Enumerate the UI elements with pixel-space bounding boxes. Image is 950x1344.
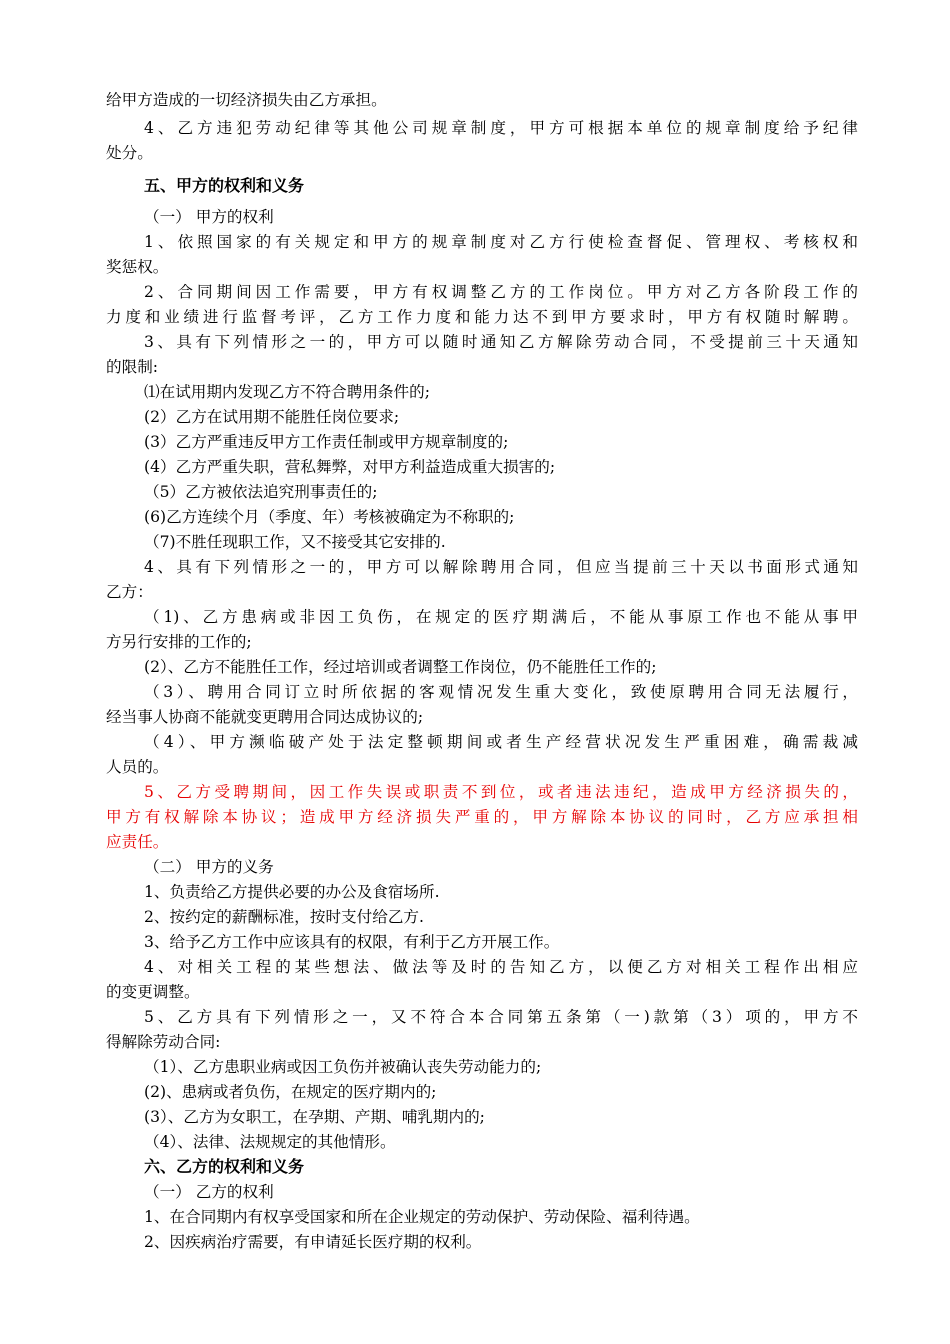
text-line: 给甲方造成的一切经济损失由乙方承担。 [106, 91, 387, 109]
text-line: 处分。 [106, 144, 153, 162]
list-item: （7)不胜任现职工作，又不接受其它安排的. [144, 533, 446, 551]
text-line: 1、依照国家的有关规定和甲方的规章制度对乙方行使检查督促、管理权、考核权和 [144, 233, 858, 251]
subsection-heading: （一） 乙方的权利 [144, 1183, 274, 1201]
text-line: 4、乙方违犯劳动纪律等其他公司规章制度，甲方可根据本单位的规章制度给予纪律 [144, 119, 858, 137]
text-line: 1、在合同期内有权享受国家和所在企业规定的劳动保护、劳动保险、福利待遇。 [144, 1208, 700, 1226]
text-line: 乙方： [106, 583, 153, 601]
list-item: ⑴在试用期内发现乙方不符合聘用条件的; [144, 383, 430, 401]
text-line: 2、合同期间因工作需要，甲方有权调整乙方的工作岗位。甲方对乙方各阶段工作的 [144, 283, 858, 301]
list-item: (2）、乙方不能胜任工作，经过培训或者调整工作岗位，仍不能胜任工作的; [144, 658, 657, 676]
list-item: （3）、聘用合同订立时所依据的客观情况发生重大变化，致使原聘用合同无法履行， [144, 683, 858, 701]
list-item: （5）乙方被依法追究刑事责任的; [144, 483, 378, 501]
list-item: (2)、患病或者负伤，在规定的医疗期内的; [144, 1083, 437, 1101]
text-line: 2、按约定的薪酬标准，按时支付给乙方. [144, 908, 424, 926]
text-line: 力度和业绩进行监督考评，乙方工作力度和能力达不到甲方要求时，甲方有权随时解聘。 [106, 308, 858, 326]
text-line: 3、具有下列情形之一的，甲方可以随时通知乙方解除劳动合同，不受提前三十天通知 [144, 333, 858, 351]
section-heading: 六、乙方的权利和义务 [144, 1157, 305, 1176]
list-item: (3）、乙方为女职工，在孕期、产期、哺乳期内的; [144, 1108, 485, 1126]
text-line: 2、因疾病治疗需要，有申请延长医疗期的权利。 [144, 1233, 482, 1251]
list-item: （4）、法律、法规规定的其他情形。 [144, 1133, 396, 1151]
list-item: (2）乙方在试用期不能胜任岗位要求; [144, 408, 400, 426]
text-line: 3、给予乙方工作中应该具有的权限，有利于乙方开展工作。 [144, 933, 560, 951]
text-line: 人员的。 [106, 758, 169, 776]
highlighted-clause: 应责任。 [106, 833, 169, 851]
text-line: 4、具有下列情形之一的，甲方可以解除聘用合同，但应当提前三十天以书面形式通知 [144, 558, 858, 576]
list-item: (3）乙方严重违反甲方工作责任制或甲方规章制度的; [144, 433, 509, 451]
list-item: (4）乙方严重失职，营私舞弊，对甲方利益造成重大损害的; [144, 458, 556, 476]
text-line: 4、对相关工程的某些想法、做法等及时的告知乙方，以便乙方对相关工程作出相应 [144, 958, 858, 976]
text-line: 的变更调整。 [106, 983, 200, 1001]
list-item: （1）、乙方患职业病或因工负伤并被确认丧失劳动能力的; [144, 1058, 542, 1076]
list-item: （4）、甲方濒临破产处于法定整顿期间或者生产经营状况发生严重困难，确需裁减 [144, 733, 858, 751]
text-line: 奖惩权。 [106, 258, 169, 276]
text-line: 得解除劳动合同: [106, 1033, 221, 1051]
highlighted-clause: 甲方有权解除本协议；造成甲方经济损失严重的，甲方解除本协议的同时，乙方应承担相 [106, 808, 858, 826]
highlighted-clause: 5、乙方受聘期间，因工作失误或职责不到位，或者违法违纪，造成甲方经济损失的， [144, 783, 858, 801]
text-line: 方另行安排的工作的; [106, 633, 252, 651]
section-heading: 五、甲方的权利和义务 [144, 176, 305, 195]
text-line: 1、负责给乙方提供必要的办公及食宿场所. [144, 883, 440, 901]
text-line: 的限制: [106, 358, 159, 376]
text-line: 5、乙方具有下列情形之一，又不符合本合同第五条第（一)款第（3）项的，甲方不 [144, 1008, 858, 1026]
subsection-heading: （一） 甲方的权利 [144, 208, 274, 226]
subsection-heading: （二） 甲方的义务 [144, 858, 274, 876]
text-line: 经当事人协商不能就变更聘用合同达成协议的; [106, 708, 424, 726]
list-item: （1)、乙方患病或非因工负伤，在规定的医疗期满后，不能从事原工作也不能从事甲 [144, 608, 858, 626]
list-item: (6)乙方连续个月（季度、年）考核被确定为不称职的; [144, 508, 515, 526]
